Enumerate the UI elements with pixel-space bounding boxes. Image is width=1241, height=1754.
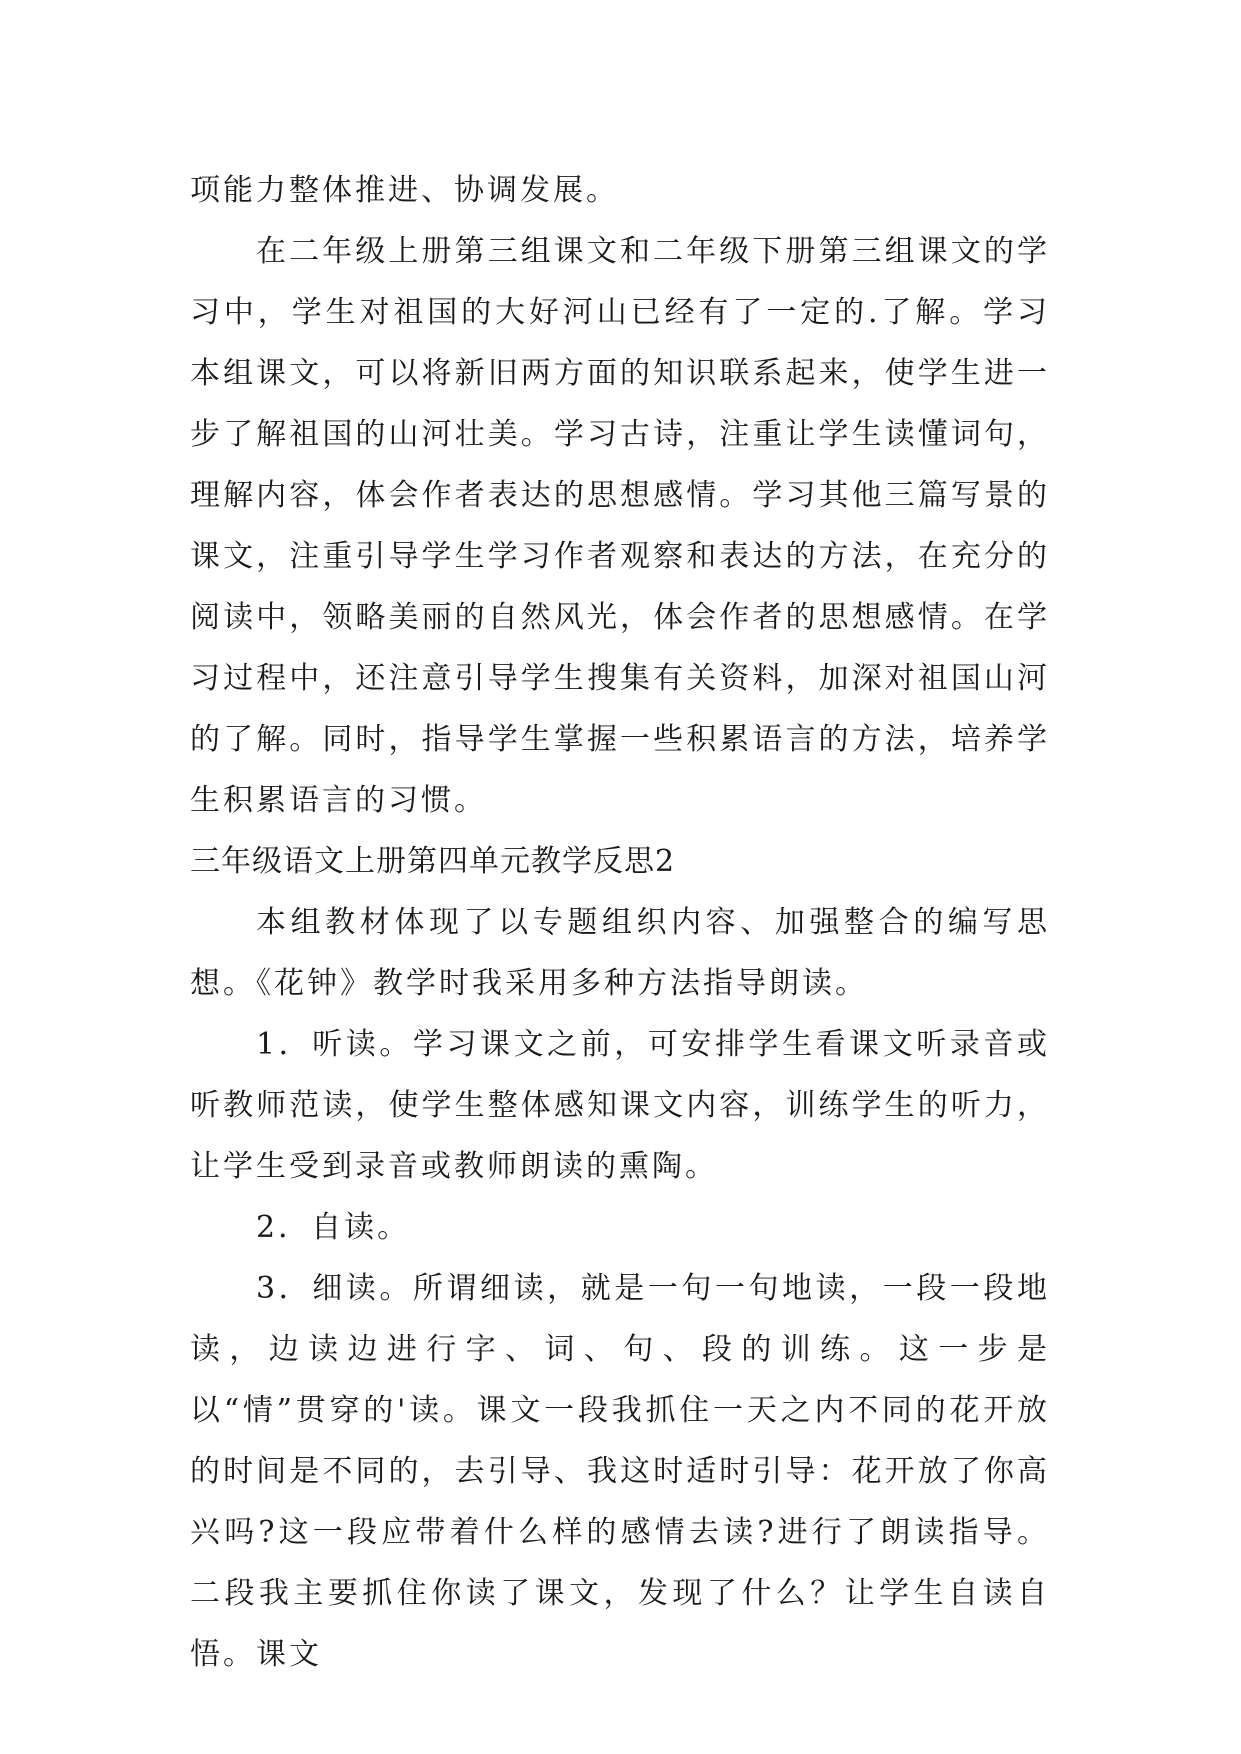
paragraph-textbook-intro: 本组教材体现了以专题组织内容、加强整合的编写思想。《花钟》教学时我采用多种方法指导朗读。 bbox=[190, 905, 1050, 1001]
paragraph-continuation: 项能力整体推进、协调发展。 bbox=[190, 173, 619, 208]
paragraph-listen-read: 1．听读。学习课文之前，可安排学生看课文听录音或听教师范读，使学生整体感知课文内容，训练学生的听力，让学生受到录音或教师朗读的熏陶。 bbox=[190, 1027, 1050, 1184]
section-heading: 三年级语文上册第四单元教学反思2 bbox=[190, 844, 676, 879]
paragraph-self-read: 2．自读。 bbox=[256, 1210, 411, 1245]
document-body bbox=[190, 160, 1050, 1685]
paragraph-close-read: 3．细读。所谓细读，就是一句一句地读，一段一段地读，边读边进行字、词、句、段的训练。这一步是以“情”贯穿的'读。课文一段我抓住一天之内不同的花开放的时间是不同的，去引导、我这时适时引导：花开放了你高兴吗?这一段应带着什么样的感情去读?进行了朗读指导。二段我主要抓住你读了课文，发现了什么？让学生自读自悟。课文 bbox=[190, 1271, 1050, 1672]
paragraph-unit-study: 在二年级上册第三组课文和二年级下册第三组课文的学习中，学生对祖国的大好河山已经有了一定的.了解。学习本组课文，可以将新旧两方面的知识联系起来，使学生进一步了解祖国的山河壮美。学习古诗，注重让学生读懂词句，理解内容，体会作者表达的思想感情。学习其他三篇写景的课文，注重引导学生学习作者观察和表达的方法，在充分的阅读中，领略美丽的自然风光，体会作者的思想感情。在学习过程中，还注意引导学生搜集有关资料，加深对祖国山河的了解。同时，指导学生掌握一些积累语言的方法，培养学生积累语言的习惯。 bbox=[190, 234, 1050, 818]
